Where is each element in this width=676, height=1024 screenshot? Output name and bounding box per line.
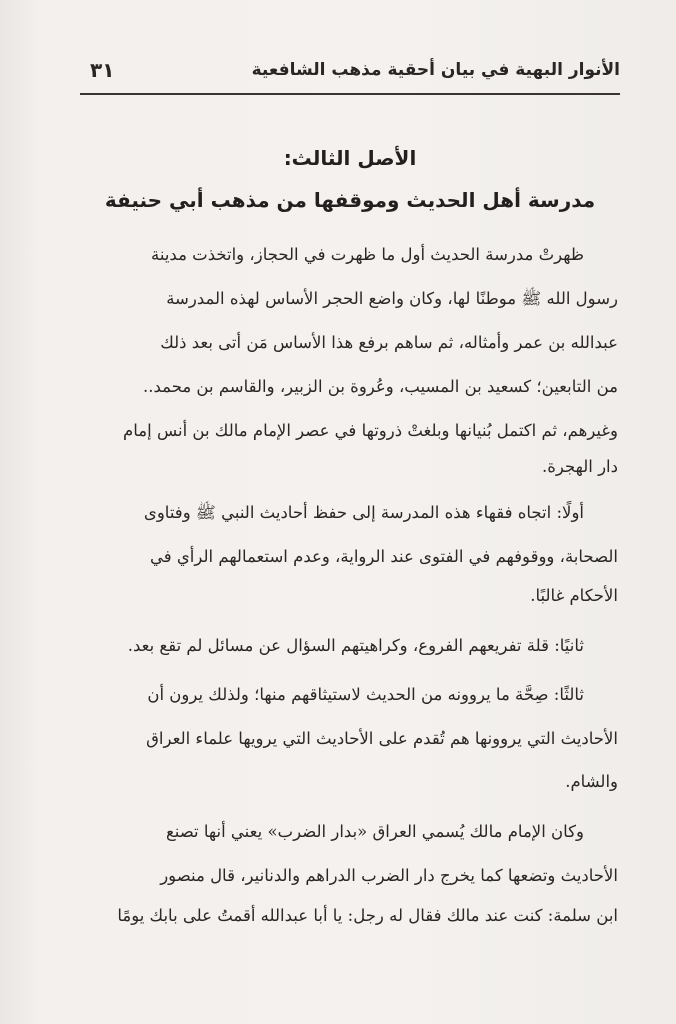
header-divider bbox=[80, 93, 620, 95]
paragraph-line: الأحكام غالبًا. bbox=[530, 586, 618, 605]
paragraph-line: رسول الله ﷺ موطنًا لها، وكان واضع الحجر الأساس لهذه المدرسة bbox=[166, 289, 618, 308]
paragraph-line: الأحاديث وتضعها كما يخرج دار الضرب الدراهم والدنانير، قال منصور bbox=[160, 866, 618, 885]
running-header bbox=[80, 58, 620, 92]
paragraph-line: الصحابة، ووقوفهم في الفتوى عند الرواية، وعدم استعمالهم الرأي في bbox=[150, 547, 618, 566]
paragraph-line: وغيرهم، ثم اكتمل بُنيانها وبلغتْ ذروتها في عصر الإمام مالك بن أنس إمام bbox=[123, 421, 618, 440]
paragraph-line: وكان الإمام مالك يُسمي العراق «بدار الضرب» يعني أنها تصنع bbox=[165, 822, 584, 841]
paragraph-line: ظهرتْ مدرسة الحديث أول ما ظهرت في الحجاز، واتخذت مدينة bbox=[151, 245, 584, 264]
paragraph-line: ثالثًا: صِحَّة ما يروونه من الحديث لاستيثاقهم منها؛ ولذلك يرون أن bbox=[147, 685, 584, 704]
paragraph-line: عبدالله بن عمر وأمثاله، ثم ساهم برفع هذا الأساس مَن أتى بعد ذلك bbox=[160, 333, 618, 352]
running-header-title: الأنوار البهية في بيان أحقية مذهب الشافعية bbox=[251, 60, 620, 80]
page-number: ٣١ bbox=[90, 58, 115, 82]
section-heading: الأصل الثالث: bbox=[283, 146, 417, 170]
paragraph-line: الأحاديث التي يروونها هم تُقدم على الأحاديث التي يرويها علماء العراق bbox=[146, 729, 618, 748]
paragraph-line: دار الهجرة. bbox=[541, 457, 618, 476]
paragraph-line: من التابعين؛ كسعيد بن المسيب، وعُروة بن الزبير، والقاسم بن محمد.. bbox=[143, 377, 618, 396]
section-subheading: مدرسة أهل الحديث وموقفها من مذهب أبي حنيفة bbox=[104, 188, 596, 212]
paragraph-line: والشام. bbox=[565, 772, 618, 791]
paragraph-line: ثانيًا: قلة تفريعهم الفروع، وكراهيتهم السؤال عن مسائل لم تقع بعد. bbox=[127, 636, 584, 655]
paragraph-line: أولًا: اتجاه فقهاء هذه المدرسة إلى حفظ أحاديث النبي ﷺ وفتاوى bbox=[143, 503, 584, 522]
paragraph-line: ابن سلمة: كنت عند مالك فقال له رجل: يا أبا عبدالله أقمتُ على بابك يومًا bbox=[117, 906, 618, 925]
